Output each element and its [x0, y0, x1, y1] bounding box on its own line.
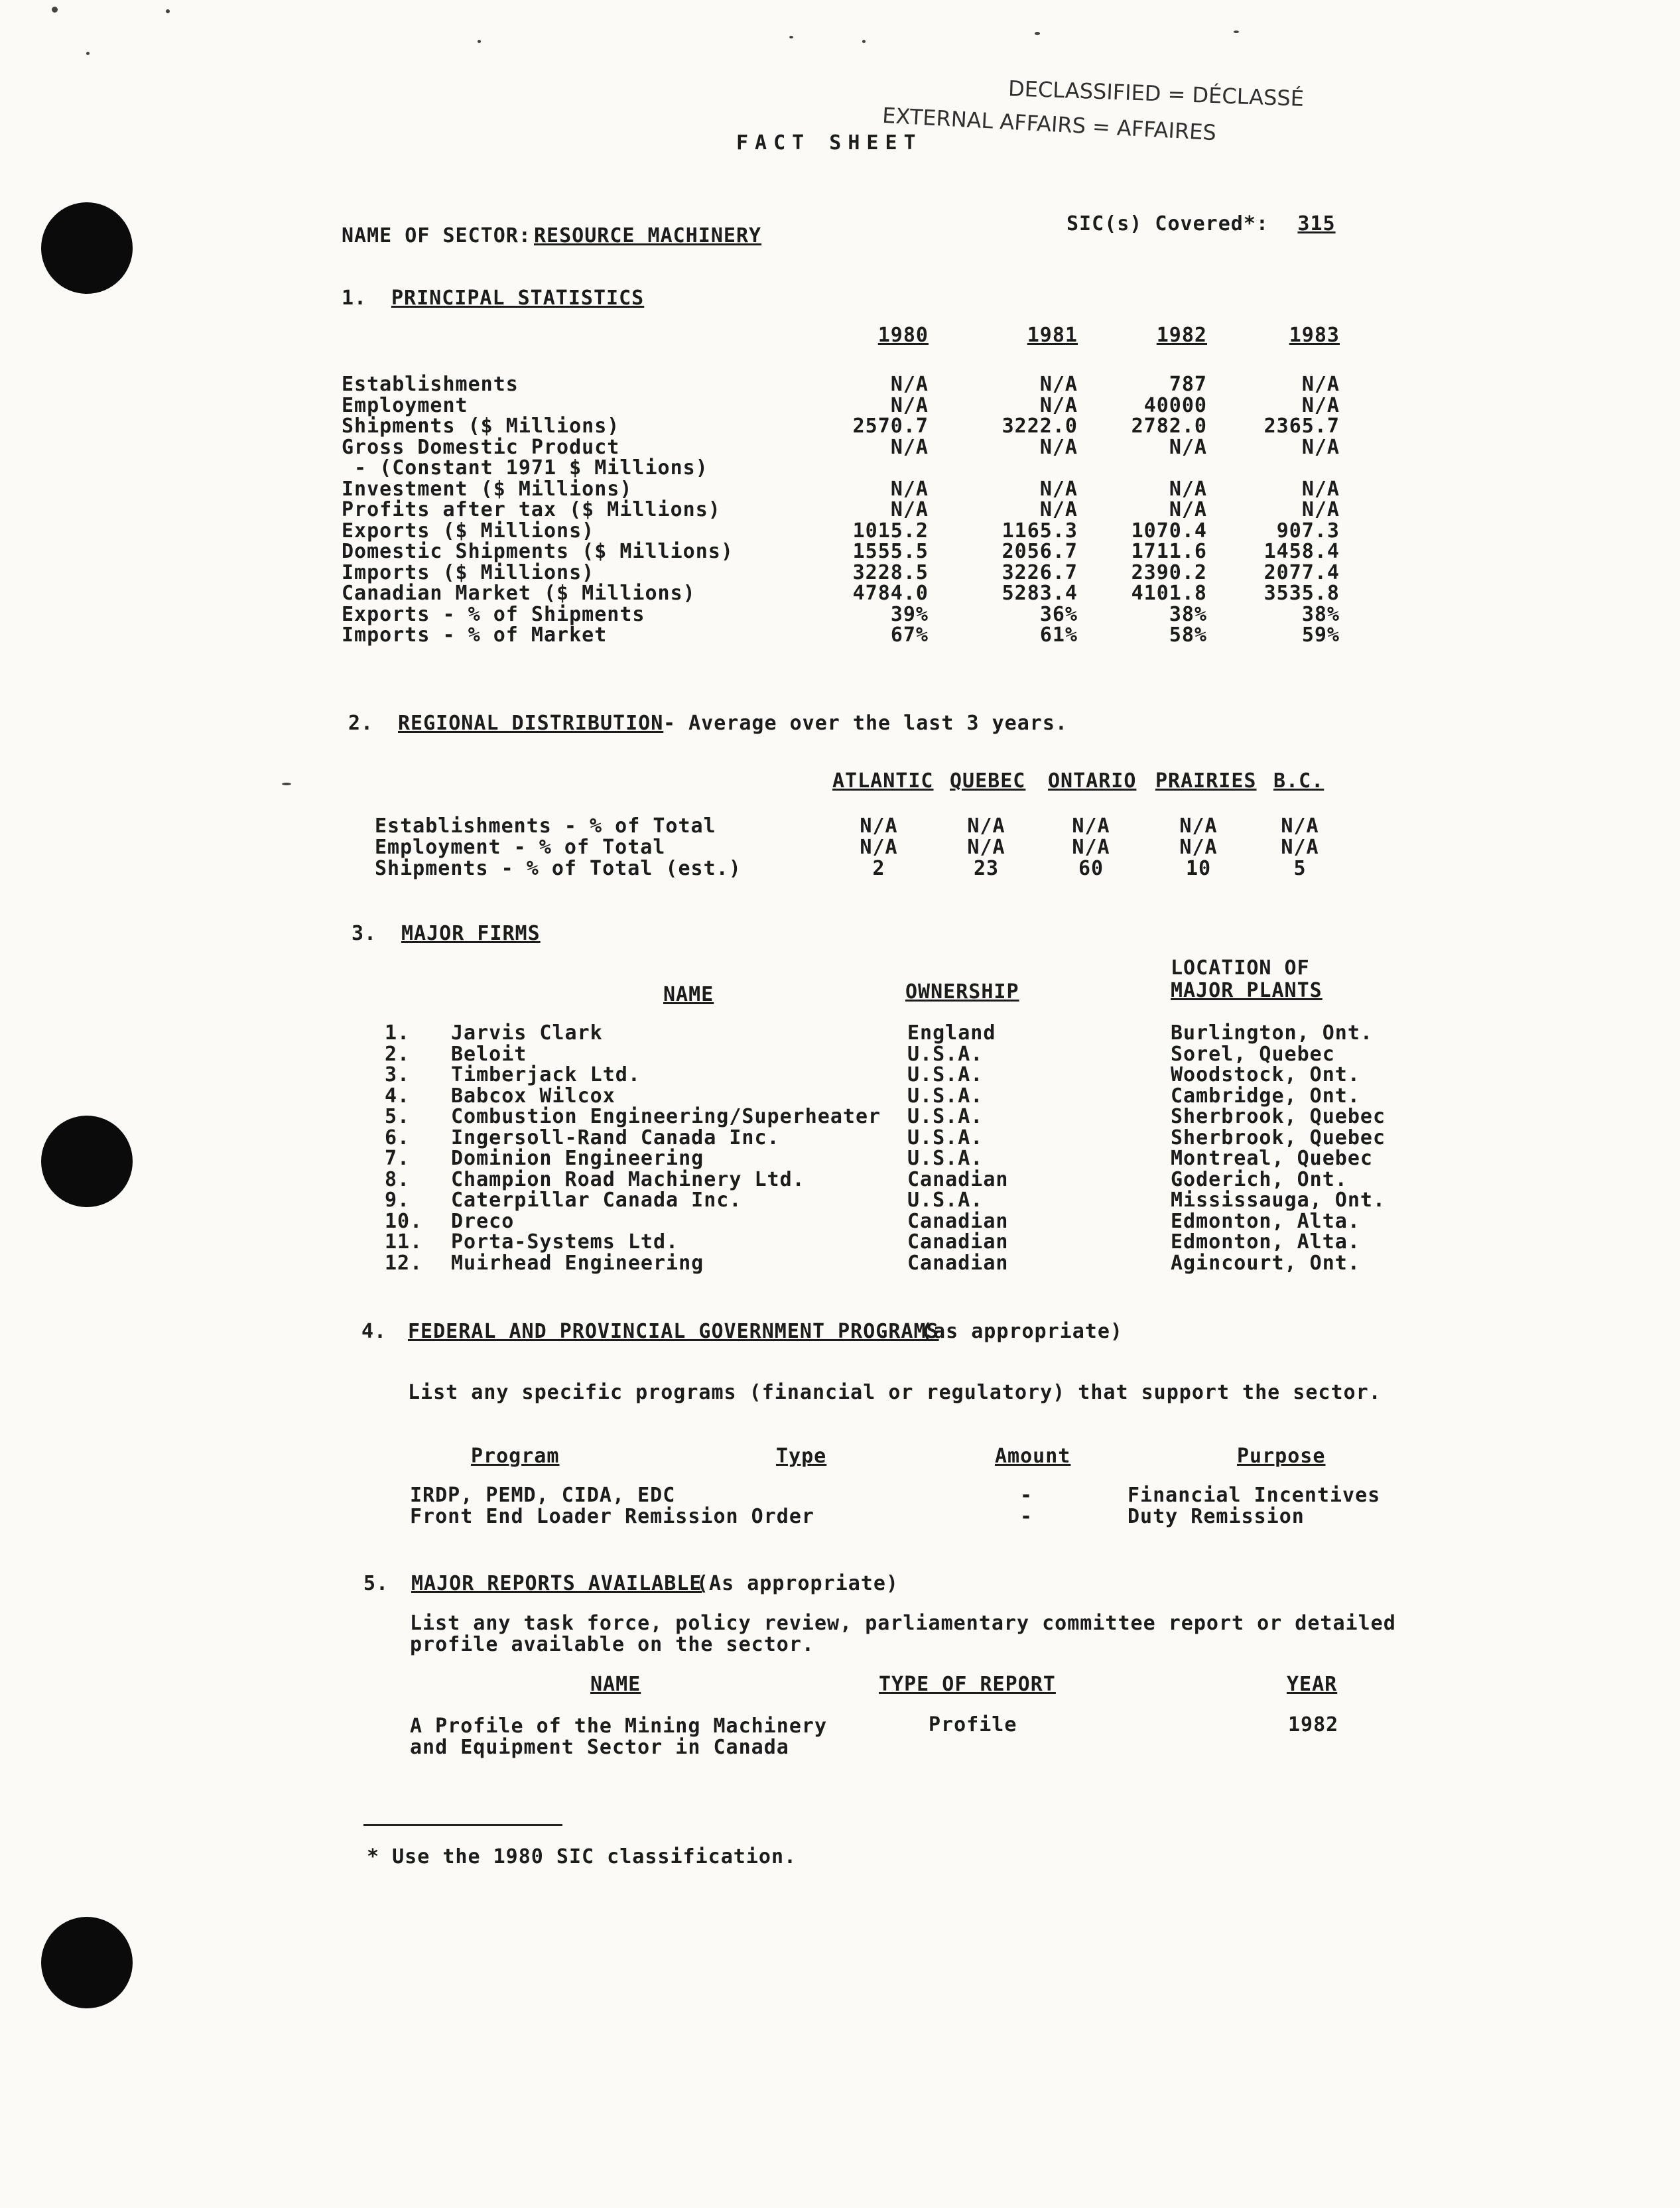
regional-value: N/A: [967, 814, 1005, 838]
scan-speck: [862, 40, 866, 43]
punch-hole-middle: [41, 1116, 133, 1207]
stat-value: 58%: [1169, 623, 1207, 647]
section-1-heading: PRINCIPAL STATISTICS: [391, 287, 645, 310]
stat-value: N/A: [1039, 394, 1078, 417]
fact-sheet-title: FACT SHEET: [736, 131, 923, 155]
stat-row-label: Employment: [342, 394, 468, 417]
scan-speck: [1234, 31, 1239, 33]
stat-value: 4101.8: [1131, 582, 1207, 605]
regional-value: N/A: [1072, 814, 1110, 838]
regional-value: N/A: [860, 814, 898, 838]
stat-value: 67%: [890, 623, 929, 647]
firm-name: Dominion Engineering: [451, 1147, 704, 1170]
scan-speck: [166, 9, 170, 13]
stat-value: 2077.4: [1263, 561, 1340, 584]
stat-row-label: Shipments ($ Millions): [342, 415, 620, 438]
firm-location: Edmonton, Alta.: [1171, 1230, 1360, 1254]
firm-number: 5.: [385, 1105, 411, 1128]
stat-row-label: Imports ($ Millions): [342, 561, 595, 584]
stat-row-label: Canadian Market ($ Millions): [342, 582, 696, 605]
footnote-rule: [363, 1824, 562, 1826]
firm-number: 2.: [385, 1043, 411, 1066]
firms-ownership-header: OWNERSHIP: [905, 980, 1019, 1004]
firm-ownership: U.S.A.: [907, 1084, 984, 1108]
stat-row-label: Profits after tax ($ Millions): [342, 498, 721, 521]
firm-number: 11.: [385, 1230, 423, 1254]
firm-ownership: Canadian: [907, 1168, 1009, 1191]
stat-value: 1711.6: [1131, 540, 1207, 563]
firms-location-header-1: LOCATION OF: [1171, 956, 1310, 980]
firm-location: Woodstock, Ont.: [1171, 1063, 1360, 1086]
firm-number: 8.: [385, 1168, 411, 1191]
year-header-1981: 1981: [1027, 324, 1078, 347]
stat-row-label: Gross Domestic Product: [342, 436, 620, 459]
report-type: Profile: [929, 1713, 1017, 1736]
regional-row-label: Shipments - % of Total (est.): [375, 857, 742, 880]
stat-value: 40000: [1143, 394, 1207, 417]
year-header-1982: 1982: [1156, 324, 1207, 347]
section-4-subheading: (as appropriate): [921, 1320, 1123, 1343]
regional-value: 10: [1185, 857, 1212, 880]
regional-value: N/A: [860, 836, 898, 859]
stat-value: N/A: [1169, 498, 1207, 521]
program-name: IRDP, PEMD, CIDA, EDC: [410, 1484, 676, 1507]
stat-value: N/A: [890, 498, 929, 521]
section-3-number: 3.: [352, 922, 377, 945]
firm-ownership: U.S.A.: [907, 1043, 984, 1066]
programs-instruction: List any specific programs (financial or regulatory) that support the sector.: [408, 1381, 1382, 1404]
stat-value: N/A: [890, 436, 929, 459]
stat-value: 2390.2: [1131, 561, 1207, 584]
firm-location: Edmonton, Alta.: [1171, 1210, 1360, 1233]
firm-name: Combustion Engineering/Superheater: [451, 1105, 881, 1128]
declassified-stamp: DECLASSIFIED = DÉCLASSÉ: [1007, 76, 1305, 111]
regional-value: N/A: [1179, 814, 1218, 838]
firm-ownership: U.S.A.: [907, 1189, 984, 1212]
section-4-number: 4.: [361, 1320, 387, 1343]
regional-value: N/A: [1281, 814, 1319, 838]
programs-col-amount: Amount: [995, 1445, 1071, 1468]
firm-location: Montreal, Quebec: [1171, 1147, 1373, 1170]
region-ontario: ONTARIO: [1048, 769, 1137, 793]
stat-value: 1015.2: [852, 519, 929, 543]
stat-row-label: - (Constant 1971 $ Millions): [342, 456, 708, 480]
firm-name: Timberjack Ltd.: [451, 1063, 641, 1086]
scan-speck: [86, 52, 90, 55]
stat-value: 39%: [890, 603, 929, 626]
stat-value: 38%: [1301, 603, 1340, 626]
report-name-line-2: and Equipment Sector in Canada: [410, 1736, 789, 1759]
firm-name: Beloit: [451, 1043, 527, 1066]
firm-name: Muirhead Engineering: [451, 1252, 704, 1275]
scan-speck: [282, 783, 291, 785]
stat-value: N/A: [890, 373, 929, 396]
scan-speck: [478, 40, 481, 43]
programs-col-program: Program: [471, 1445, 560, 1468]
stat-value: N/A: [1169, 436, 1207, 459]
section-5-heading: MAJOR REPORTS AVAILABLE: [411, 1572, 702, 1595]
regional-row-label: Establishments - % of Total: [375, 814, 716, 838]
region-bc: B.C.: [1273, 769, 1325, 793]
stat-value: 5283.4: [1002, 582, 1078, 605]
stat-value: 61%: [1039, 623, 1078, 647]
stat-value: 3222.0: [1002, 415, 1078, 438]
scan-speck: [1035, 32, 1040, 35]
stat-value: 38%: [1169, 603, 1207, 626]
firm-name: Porta-Systems Ltd.: [451, 1230, 679, 1254]
stat-value: N/A: [1301, 373, 1340, 396]
programs-col-purpose: Purpose: [1237, 1445, 1326, 1468]
stat-value: 1070.4: [1131, 519, 1207, 543]
stat-value: 1165.3: [1002, 519, 1078, 543]
regional-value: 60: [1078, 857, 1104, 880]
firm-ownership: U.S.A.: [907, 1063, 984, 1086]
firm-number: 7.: [385, 1147, 411, 1170]
stat-value: N/A: [1301, 478, 1340, 501]
stat-row-label: Exports ($ Millions): [342, 519, 595, 543]
firm-name: Jarvis Clark: [451, 1021, 603, 1045]
firm-number: 3.: [385, 1063, 411, 1086]
firm-name: Babcox Wilcox: [451, 1084, 615, 1108]
firm-location: Sherbrook, Quebec: [1171, 1126, 1386, 1149]
regional-value: 2: [872, 857, 885, 880]
firm-number: 1.: [385, 1021, 411, 1045]
external-affairs-stamp: EXTERNAL AFFAIRS = AFFAIRES: [881, 102, 1217, 146]
stat-value: 2570.7: [852, 415, 929, 438]
regional-value: N/A: [1179, 836, 1218, 859]
region-quebec: QUEBEC: [950, 769, 1026, 793]
program-purpose: Financial Incentives: [1128, 1484, 1381, 1507]
reports-col-year: YEAR: [1287, 1673, 1338, 1696]
firm-location: Sorel, Quebec: [1171, 1043, 1335, 1066]
stat-value: 787: [1169, 373, 1207, 396]
stat-row-label: Exports - % of Shipments: [342, 603, 645, 626]
regional-value: N/A: [967, 836, 1005, 859]
section-2-number: 2.: [348, 712, 374, 735]
region-atlantic: ATLANTIC: [832, 769, 934, 793]
section-1-number: 1.: [342, 287, 367, 310]
punch-hole-bottom: [41, 1917, 133, 2008]
stat-value: N/A: [1301, 394, 1340, 417]
firm-name: Dreco: [451, 1210, 515, 1233]
stat-value: 1458.4: [1263, 540, 1340, 563]
section-2-heading: REGIONAL DISTRIBUTION: [398, 712, 664, 735]
firm-location: Cambridge, Ont.: [1171, 1084, 1360, 1108]
reports-col-type: TYPE OF REPORT: [879, 1673, 1056, 1696]
stat-value: N/A: [1301, 498, 1340, 521]
stat-value: 2782.0: [1131, 415, 1207, 438]
program-purpose: Duty Remission: [1128, 1505, 1305, 1528]
stat-value: 3535.8: [1263, 582, 1340, 605]
firm-number: 4.: [385, 1084, 411, 1108]
firm-location: Mississauga, Ont.: [1171, 1189, 1386, 1212]
sic-value: 315: [1297, 212, 1336, 235]
firm-location: Burlington, Ont.: [1171, 1021, 1373, 1045]
firm-ownership: Canadian: [907, 1252, 1009, 1275]
stat-row-label: Domestic Shipments ($ Millions): [342, 540, 734, 563]
stat-value: 1555.5: [852, 540, 929, 563]
stat-value: N/A: [1039, 373, 1078, 396]
regional-value: N/A: [1072, 836, 1110, 859]
program-amount: -: [1020, 1484, 1033, 1507]
firm-location: Sherbrook, Quebec: [1171, 1105, 1386, 1128]
stat-value: 3228.5: [852, 561, 929, 584]
stat-row-label: Investment ($ Millions): [342, 478, 633, 501]
punch-hole-top: [41, 202, 133, 294]
firm-number: 12.: [385, 1252, 423, 1275]
program-name: Front End Loader Remission Order: [410, 1505, 814, 1528]
firm-ownership: Canadian: [907, 1230, 1009, 1254]
section-4-heading: FEDERAL AND PROVINCIAL GOVERNMENT PROGRAMS: [408, 1320, 939, 1343]
section-5-number: 5.: [363, 1572, 389, 1595]
footnote: * Use the 1980 SIC classification.: [367, 1845, 797, 1868]
firm-ownership: U.S.A.: [907, 1105, 984, 1128]
firms-location-header-2: MAJOR PLANTS: [1171, 979, 1323, 1002]
firm-number: 6.: [385, 1126, 411, 1149]
reports-instruction-1: List any task force, policy review, parliamentary committee report or detailed: [410, 1612, 1396, 1635]
section-2-subheading: - Average over the last 3 years.: [663, 712, 1068, 735]
firm-ownership: Canadian: [907, 1210, 1009, 1233]
stat-value: N/A: [1039, 436, 1078, 459]
programs-col-type: Type: [776, 1445, 827, 1468]
stat-value: N/A: [1039, 478, 1078, 501]
stat-value: 3226.7: [1002, 561, 1078, 584]
firms-name-header: NAME: [663, 983, 714, 1006]
stat-value: 2365.7: [1263, 415, 1340, 438]
stat-value: N/A: [1169, 478, 1207, 501]
firm-name: Ingersoll-Rand Canada Inc.: [451, 1126, 780, 1149]
stat-value: 36%: [1039, 603, 1078, 626]
stat-row-label: Imports - % of Market: [342, 623, 608, 647]
regional-value: 23: [973, 857, 1000, 880]
report-year: 1982: [1288, 1713, 1339, 1736]
stat-value: 907.3: [1276, 519, 1340, 543]
reports-instruction-2: profile available on the sector.: [410, 1633, 814, 1656]
report-name-line-1: A Profile of the Mining Machinery: [410, 1715, 828, 1738]
program-amount: -: [1020, 1505, 1033, 1528]
firm-name: Champion Road Machinery Ltd.: [451, 1168, 805, 1191]
sic-label: SIC(s) Covered*:: [1066, 212, 1269, 235]
section-5-subheading: (As appropriate): [696, 1572, 899, 1595]
regional-value: N/A: [1281, 836, 1319, 859]
year-header-1980: 1980: [877, 324, 929, 347]
stat-value: N/A: [1039, 498, 1078, 521]
stat-value: N/A: [890, 394, 929, 417]
region-prairies: PRAIRIES: [1155, 769, 1257, 793]
firm-location: Goderich, Ont.: [1171, 1168, 1348, 1191]
regional-row-label: Employment - % of Total: [375, 836, 666, 859]
stat-value: N/A: [890, 478, 929, 501]
sector-value: RESOURCE MACHINERY: [534, 224, 762, 247]
firm-location: Agincourt, Ont.: [1171, 1252, 1360, 1275]
firm-number: 9.: [385, 1189, 411, 1212]
reports-col-name: NAME: [590, 1673, 641, 1696]
year-header-1983: 1983: [1289, 324, 1340, 347]
firm-number: 10.: [385, 1210, 423, 1233]
scan-speck: [52, 7, 58, 13]
section-3-heading: MAJOR FIRMS: [401, 922, 541, 945]
stat-value: 4784.0: [852, 582, 929, 605]
firm-ownership: England: [907, 1021, 996, 1045]
regional-value: 5: [1293, 857, 1307, 880]
stat-row-label: Establishments: [342, 373, 519, 396]
stat-value: N/A: [1301, 436, 1340, 459]
firm-name: Caterpillar Canada Inc.: [451, 1189, 742, 1212]
sector-label: NAME OF SECTOR:: [342, 224, 531, 247]
firm-ownership: U.S.A.: [907, 1147, 984, 1170]
scan-speck: [789, 36, 793, 38]
stat-value: 59%: [1301, 623, 1340, 647]
stat-value: 2056.7: [1002, 540, 1078, 563]
firm-ownership: U.S.A.: [907, 1126, 984, 1149]
